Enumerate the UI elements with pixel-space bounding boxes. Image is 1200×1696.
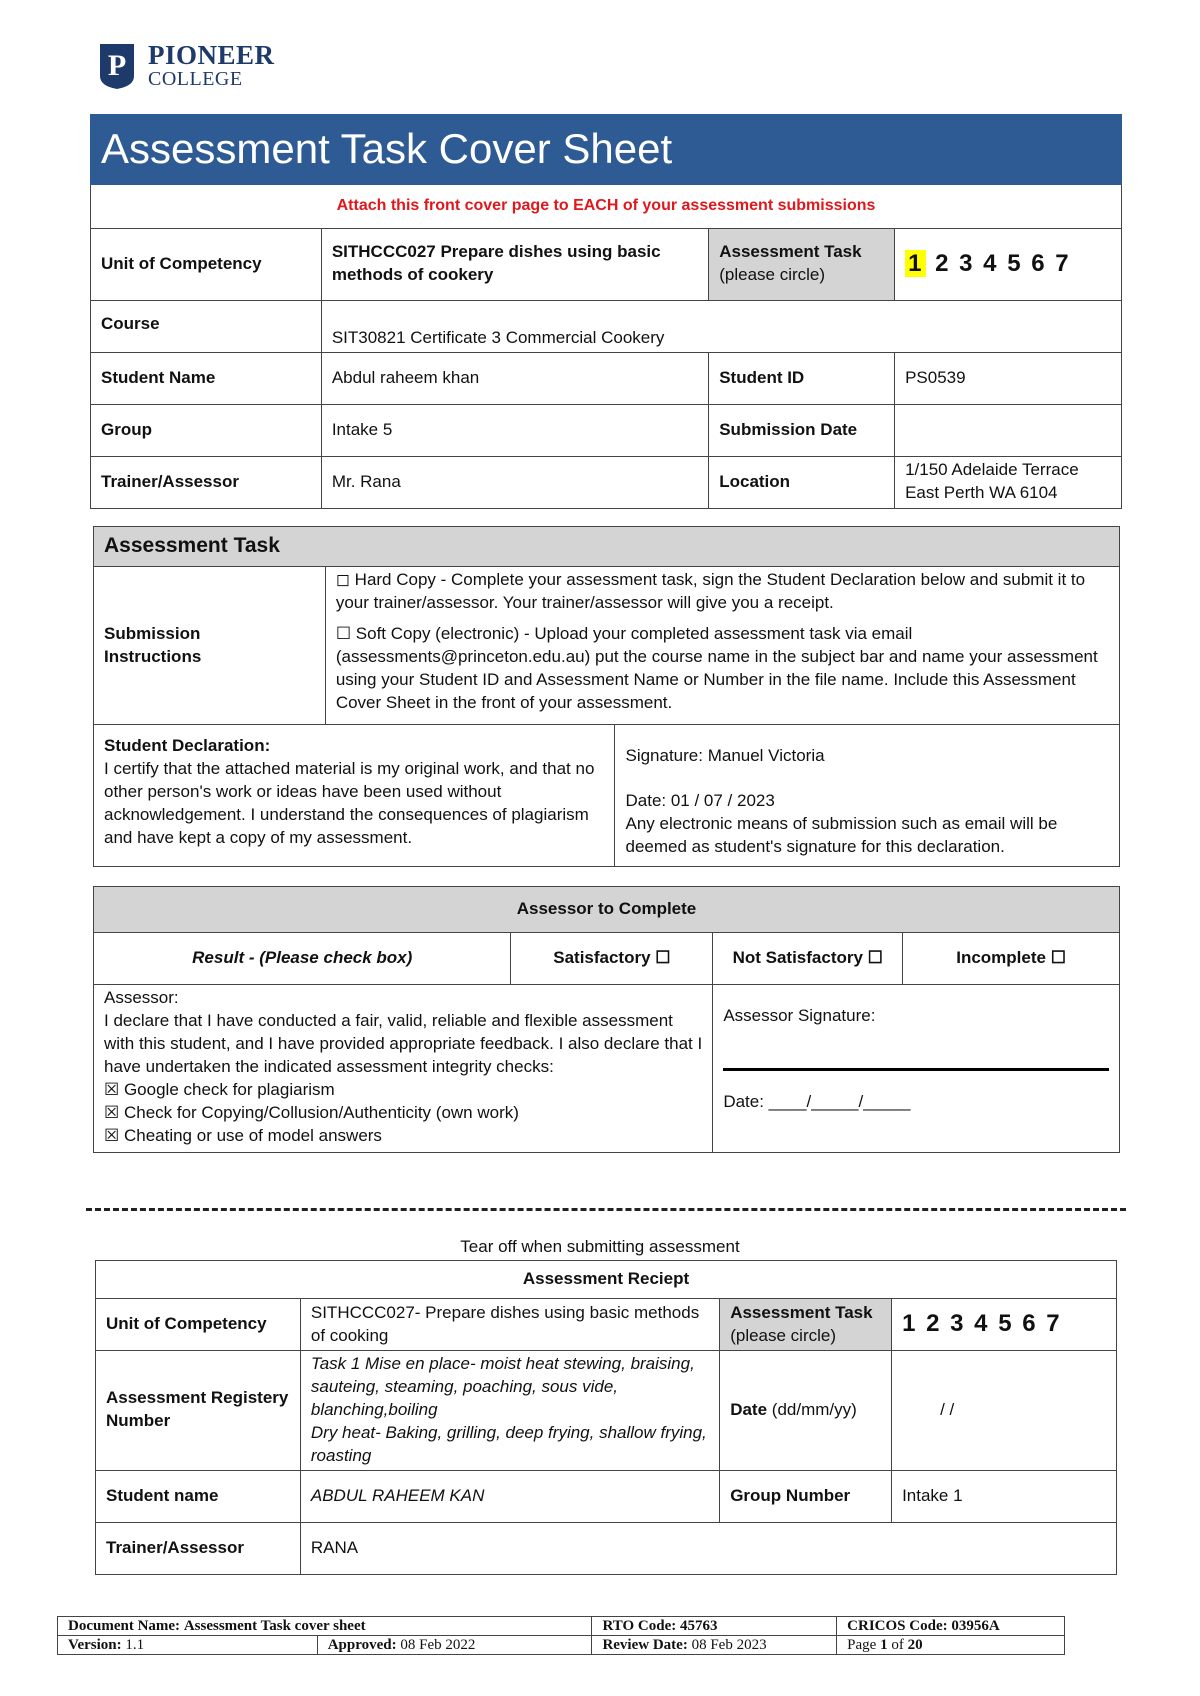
footer-cricos-value: 03956A xyxy=(951,1618,1000,1634)
footer-doc-value: Assessment Task cover sheet xyxy=(183,1618,366,1634)
location-label: Location xyxy=(709,456,895,508)
assessor-declaration xyxy=(94,985,713,1153)
result-label: Result - (Please check box) xyxy=(94,933,511,985)
location-line-2: East Perth WA 6104 xyxy=(905,483,1058,503)
task-number-7[interactable]: 7 xyxy=(1055,249,1071,277)
receipt-group-label: Group Number xyxy=(720,1470,892,1522)
receipt-date-label: Date xyxy=(730,1399,768,1419)
please-circle-note: (please circle) xyxy=(719,265,826,285)
task-number-2[interactable]: 2 xyxy=(935,249,951,277)
assessment-task-label-cell xyxy=(709,228,895,300)
assessment-task-label: Assessment Task xyxy=(719,242,862,262)
task-number-4[interactable]: 4 xyxy=(983,249,999,277)
assessor-declare-text: I declare that I have conducted a fair, valid, reliable and flexible assessment with this student, and I have provided appropriate feedback. I also declare that I have undertaken the indicated assessment integrity checks: xyxy=(104,1010,703,1076)
svg-text:P: P xyxy=(107,49,127,82)
footer-rto xyxy=(592,1617,837,1636)
receipt-task-number-4[interactable]: 4 xyxy=(974,1310,990,1338)
course-label: Course xyxy=(91,300,322,352)
footer-approved xyxy=(317,1636,592,1655)
attach-note: Attach this front cover page to EACH of your assessment submissions xyxy=(91,184,1122,228)
footer-review-value: 08 Feb 2023 xyxy=(691,1637,767,1653)
satisfactory-checkbox[interactable]: Satisfactory ☐ xyxy=(511,933,713,985)
receipt-task-number-1[interactable]: 1 xyxy=(902,1310,918,1338)
receipt-heading: Assessment Reciept xyxy=(96,1261,1117,1299)
submission-instructions-label xyxy=(94,567,326,725)
receipt-unit-value: SITHCCC027- Prepare dishes using basic methods of cooking xyxy=(300,1299,719,1351)
receipt-student-label: Student name xyxy=(96,1470,301,1522)
assessment-receipt-table xyxy=(95,1260,1117,1575)
group-value: Intake 5 xyxy=(321,404,708,456)
document-footer xyxy=(57,1616,1065,1655)
footer-doc-name xyxy=(58,1617,592,1636)
footer-review-label: Review Date: xyxy=(602,1637,688,1653)
footer-cricos-label: CRICOS Code: xyxy=(847,1618,948,1634)
receipt-task-number-5[interactable]: 5 xyxy=(998,1310,1014,1338)
student-id-value: PS0539 xyxy=(895,352,1122,404)
trainer-label: Trainer/Assessor xyxy=(91,456,322,508)
student-signature: Signature: Manuel Victoria xyxy=(625,746,825,765)
receipt-student-value: ABDUL RAHEEM KAN xyxy=(300,1470,719,1522)
receipt-task-label-cell xyxy=(720,1299,892,1351)
submission-date-value[interactable] xyxy=(895,404,1122,456)
location-line-1: 1/150 Adelaide Terrace xyxy=(905,460,1079,480)
integrity-check-3[interactable]: ☒ Cheating or use of model answers xyxy=(104,1125,382,1145)
footer-rto-label: RTO Code: xyxy=(602,1618,677,1634)
assessor-date[interactable]: Date: ____/_____/_____ xyxy=(723,1091,911,1111)
footer-page-of: of xyxy=(891,1637,904,1653)
student-signature-cell xyxy=(615,725,1120,867)
assessor-heading: Assessor to Complete xyxy=(94,887,1120,933)
declaration-date: Date: 01 / 07 / 2023 xyxy=(625,790,775,810)
footer-doc-label: Document Name: xyxy=(68,1618,181,1634)
tear-off-note: Tear off when submitting assessment xyxy=(460,1237,740,1256)
student-declaration xyxy=(94,725,615,867)
submission-label-line-2: Instructions xyxy=(104,646,202,666)
cover-info-table xyxy=(90,114,1122,509)
page-title: Assessment Task Cover Sheet xyxy=(91,115,1122,185)
receipt-group-value: Intake 1 xyxy=(892,1470,1117,1522)
footer-cricos xyxy=(837,1617,1065,1636)
footer-page-number xyxy=(837,1636,1065,1655)
task-number-3[interactable]: 3 xyxy=(959,249,975,277)
receipt-task-number-7[interactable]: 7 xyxy=(1046,1310,1062,1338)
logo-line-1: PIONEER xyxy=(148,40,275,70)
assessor-table xyxy=(93,886,1120,1153)
receipt-task-number-3[interactable]: 3 xyxy=(950,1310,966,1338)
electronic-submission-note: Any electronic means of submission such as email will be deemed as student's signature for this declaration. xyxy=(625,813,1058,856)
assessor-label: Assessor: xyxy=(104,988,179,1007)
registry-line-1: Task 1 Mise en place- moist heat stewing, braising, sauteing, steaming, poaching, sous vide, blanching,boiling xyxy=(310,1354,695,1419)
task-number-6[interactable]: 6 xyxy=(1031,249,1047,277)
receipt-task-number-2[interactable]: 2 xyxy=(926,1310,942,1338)
receipt-task-number-selector[interactable] xyxy=(892,1299,1117,1351)
trainer-value: Mr. Rana xyxy=(321,456,708,508)
student-name-label: Student Name xyxy=(91,352,322,404)
assessor-signature-label: Assessor Signature: xyxy=(723,1006,876,1025)
footer-approved-value: 08 Feb 2022 xyxy=(400,1637,476,1653)
integrity-check-1[interactable]: ☒ Google check for plagiarism xyxy=(104,1079,335,1099)
pioneer-shield-icon xyxy=(98,42,136,90)
submission-instructions xyxy=(325,567,1119,725)
hard-copy-option[interactable]: ◻ Hard Copy - Complete your assessment task, sign the Student Declaration below and submit it to your trainer/assessor. Your trainer/assessor will give you a receipt. xyxy=(335,570,1086,612)
receipt-date-label-cell xyxy=(720,1351,892,1471)
registry-label: Assessment Registery Number xyxy=(96,1351,301,1471)
declaration-title: Student Declaration: xyxy=(104,736,271,755)
tear-off-line xyxy=(86,1208,1126,1211)
footer-version xyxy=(58,1636,318,1655)
receipt-trainer-value: RANA xyxy=(300,1522,1116,1574)
footer-review xyxy=(592,1636,837,1655)
assessment-task-table xyxy=(93,526,1120,867)
footer-version-value: 1.1 xyxy=(125,1637,145,1653)
course-value: SIT30821 Certificate 3 Commercial Cookery xyxy=(321,300,1121,352)
footer-version-label: Version: xyxy=(68,1637,122,1653)
footer-page-total: 20 xyxy=(907,1637,923,1653)
student-id-label: Student ID xyxy=(709,352,895,404)
assessment-task-heading: Assessment Task xyxy=(94,527,1120,567)
submission-date-label: Submission Date xyxy=(709,404,895,456)
submission-label-line-1: Submission xyxy=(104,623,201,643)
receipt-please-circle: (please circle) xyxy=(730,1325,837,1345)
group-label: Group xyxy=(91,404,322,456)
footer-approved-label: Approved: xyxy=(327,1637,397,1653)
task-number-selector[interactable] xyxy=(895,228,1122,300)
assessor-signature-cell xyxy=(713,985,1120,1153)
receipt-unit-label: Unit of Competency xyxy=(96,1299,301,1351)
logo-line-2: COLLEGE xyxy=(148,68,243,90)
task-number-1[interactable]: 1 xyxy=(905,250,926,277)
task-number-5[interactable]: 5 xyxy=(1007,249,1023,277)
receipt-date-value[interactable]: / / xyxy=(892,1351,1117,1471)
declaration-text: I certify that the attached material is my original work, and that no other person's work or ideas have been used without acknowledgement. I understand the consequences of plagiarism and have kept a copy of my assessment. xyxy=(104,758,595,847)
location-value xyxy=(895,456,1122,508)
receipt-task-label: Assessment Task xyxy=(730,1302,873,1322)
integrity-check-2[interactable]: ☒ Check for Copying/Collusion/Authenticity (own work) xyxy=(104,1102,519,1122)
signature-line[interactable] xyxy=(723,1068,1109,1071)
unit-value: SITHCCC027 Prepare dishes using basic methods of cookery xyxy=(321,228,708,300)
receipt-task-number-6[interactable]: 6 xyxy=(1022,1310,1038,1338)
registry-value xyxy=(300,1351,719,1471)
registry-line-2: Dry heat- Baking, grilling, deep frying, shallow frying, roasting xyxy=(310,1422,707,1465)
footer-rto-value: 45763 xyxy=(679,1618,718,1634)
not-satisfactory-checkbox[interactable]: Not Satisfactory ☐ xyxy=(713,933,903,985)
receipt-date-format: (dd/mm/yy) xyxy=(771,1399,857,1419)
unit-label: Unit of Competency xyxy=(91,228,322,300)
receipt-trainer-label: Trainer/Assessor xyxy=(96,1522,301,1574)
footer-page-prefix: Page xyxy=(847,1637,877,1653)
college-logo xyxy=(98,40,298,90)
student-name-value: Abdul raheem khan xyxy=(321,352,708,404)
incomplete-checkbox[interactable]: Incomplete ☐ xyxy=(903,933,1120,985)
footer-page-current: 1 xyxy=(880,1637,888,1653)
soft-copy-option[interactable]: ☐ Soft Copy (electronic) - Upload your completed assessment task via email (assessments@princeton.edu.au) put the course name in the subject bar and name your assessment using your Student ID and Assessment Name or Number in the file name. Include this Assessment Cover Sheet in the front of your assessment. xyxy=(335,623,1098,712)
